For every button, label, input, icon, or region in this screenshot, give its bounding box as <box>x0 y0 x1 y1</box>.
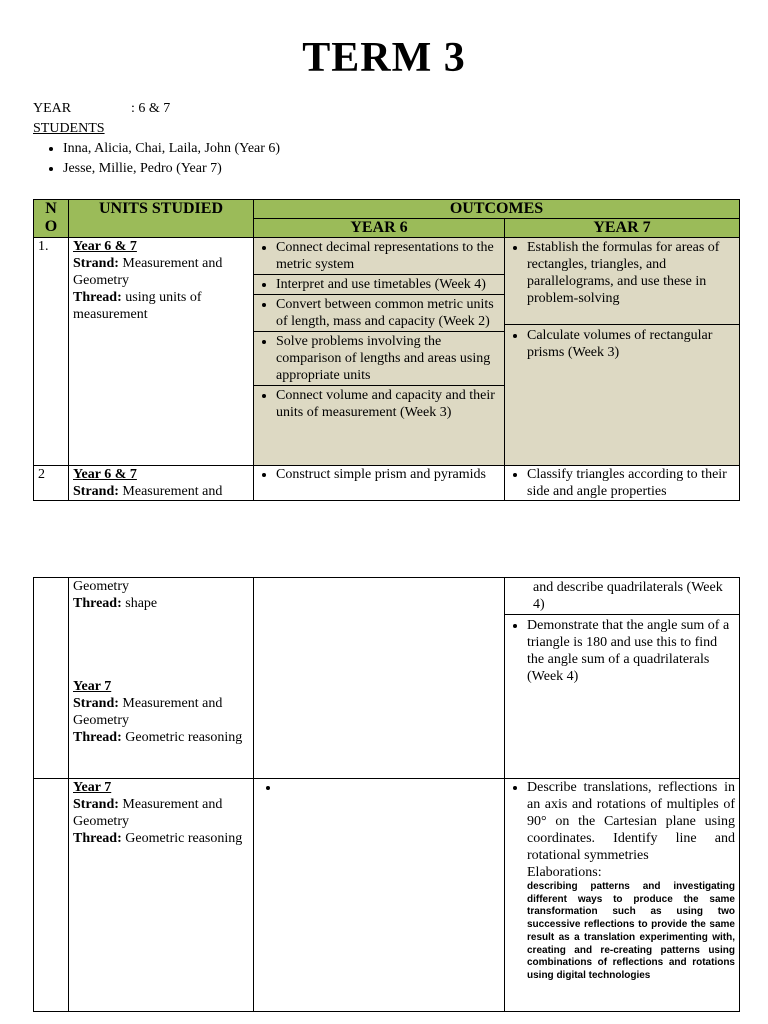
row3-strand-label: Strand: <box>73 797 119 812</box>
row2-year7-item: • Classify triangles according to their side and angle properties <box>527 466 735 500</box>
header-no: N O <box>34 200 69 238</box>
row2c-year7-label: Year 7 <box>73 679 112 694</box>
row2c-thread-value: shape <box>121 596 158 611</box>
row1-strand-label: Strand: <box>73 256 119 271</box>
header-year6: YEAR 6 <box>254 219 505 238</box>
row2-year7 <box>505 466 740 501</box>
row3-year7-text: • Describe translations, reflections in an axis and rotations of multiples of 90° on the Cartesian plane using coordinates. Identify line and rotational symmetries <box>527 780 735 863</box>
row2-strand-label: Strand: <box>73 484 119 499</box>
row1-thread-label: Thread: <box>73 290 122 305</box>
row1-year6-item: • Interpret and use timetables (Week 4) <box>276 276 500 293</box>
row2c-year7-cont: and describe quadrilaterals (Week 4) <box>505 578 739 615</box>
outcomes-table-page1 <box>33 199 740 501</box>
row2c-geometry: Geometry <box>73 579 129 594</box>
row2c-units <box>69 578 254 779</box>
row1-year7-item: • Calculate volumes of rectangular prisms (Week 3) <box>527 327 735 361</box>
row1-year6-item: • Connect volume and capacity and their units of measurement (Week 3) <box>276 387 500 421</box>
row1-strand-value: Measurement and Geometry <box>73 256 223 288</box>
row3-year6 <box>254 779 505 1012</box>
row1-year7-item: • Establish the formulas for areas of rectangles, triangles, and parallelograms, and use these in problem-solving <box>527 239 735 307</box>
row2-year6-item: • Construct simple prism and pyramids <box>276 466 500 483</box>
row2c-no <box>34 578 69 779</box>
students-item: • Jesse, Millie, Pedro (Year 7) <box>63 159 280 179</box>
page-title: TERM 3 <box>302 35 466 81</box>
header-units: UNITS STUDIED <box>69 200 254 238</box>
row1-year6-item: • Solve problems involving the comparison of lengths and areas using appropriate units <box>276 333 500 384</box>
header-outcomes: OUTCOMES <box>254 200 740 219</box>
row3-elaborations-label: Elaborations: <box>527 865 602 880</box>
row2c-thread-label: Thread: <box>73 596 122 611</box>
row3-year7-item <box>527 779 735 983</box>
row3-year6-empty-item <box>280 779 500 796</box>
row1-year7 <box>505 238 740 466</box>
row1-thread-value: using units of measurement <box>73 290 202 322</box>
row1-year7-list <box>505 238 739 362</box>
students-list <box>33 139 280 179</box>
row1-units <box>69 238 254 466</box>
year-label: YEAR <box>33 101 72 116</box>
students-item: • Inna, Alicia, Chai, Laila, John (Year 6) <box>63 139 280 159</box>
row1-year6 <box>254 238 505 466</box>
row2c-strand-label: Strand: <box>73 696 119 711</box>
row2c-thread2-label: Thread: <box>73 730 122 745</box>
year-value: : 6 & 7 <box>131 101 171 116</box>
meta-block <box>33 99 280 179</box>
row1-year6-item: • Convert between common metric units of length, mass and capacity (Week 2) <box>276 296 500 330</box>
row2c-strand-value: Measurement and Geometry <box>73 696 223 728</box>
row2c-year6 <box>254 578 505 779</box>
students-label: STUDENTS <box>33 121 105 136</box>
row3-thread-label: Thread: <box>73 831 122 846</box>
row3-year7 <box>505 779 740 1012</box>
row1-no: 1. <box>34 238 69 466</box>
row1-unit-year: Year 6 & 7 <box>73 239 137 254</box>
year-line <box>33 99 280 119</box>
outcomes-table-page2 <box>33 577 740 1012</box>
row1-year6-list <box>254 238 504 422</box>
row2-units <box>69 466 254 501</box>
row3-elaborations-text: describing patterns and investigating different ways to produce the same transformation such as using two successive reflections to provide the same result as a translation experimenting with, creating and re-creating patterns using combinations of reflections and rotations using digital technologies <box>527 881 735 981</box>
row3-no <box>34 779 69 1012</box>
row3-thread-value: Geometric reasoning <box>121 831 243 846</box>
row1-year6-item: • Connect decimal representations to the metric system <box>276 239 500 273</box>
row2c-thread2-value: Geometric reasoning <box>121 730 243 745</box>
row2c-year7 <box>505 578 740 779</box>
row2-strand-value: Measurement and <box>118 484 223 499</box>
row2-no: 2 <box>34 466 69 501</box>
row3-unit-year: Year 7 <box>73 780 112 795</box>
row3-units <box>69 779 254 1012</box>
row2c-year7-list <box>505 578 739 686</box>
row2-unit-year: Year 6 & 7 <box>73 467 137 482</box>
header-year7: YEAR 7 <box>505 219 740 238</box>
row3-strand-value: Measurement and Geometry <box>73 797 223 829</box>
row2-year6 <box>254 466 505 501</box>
row2c-year7-item: • Demonstrate that the angle sum of a triangle is 180 and use this to find the angle sum of a quadrilaterals (Week 4) <box>527 617 735 685</box>
